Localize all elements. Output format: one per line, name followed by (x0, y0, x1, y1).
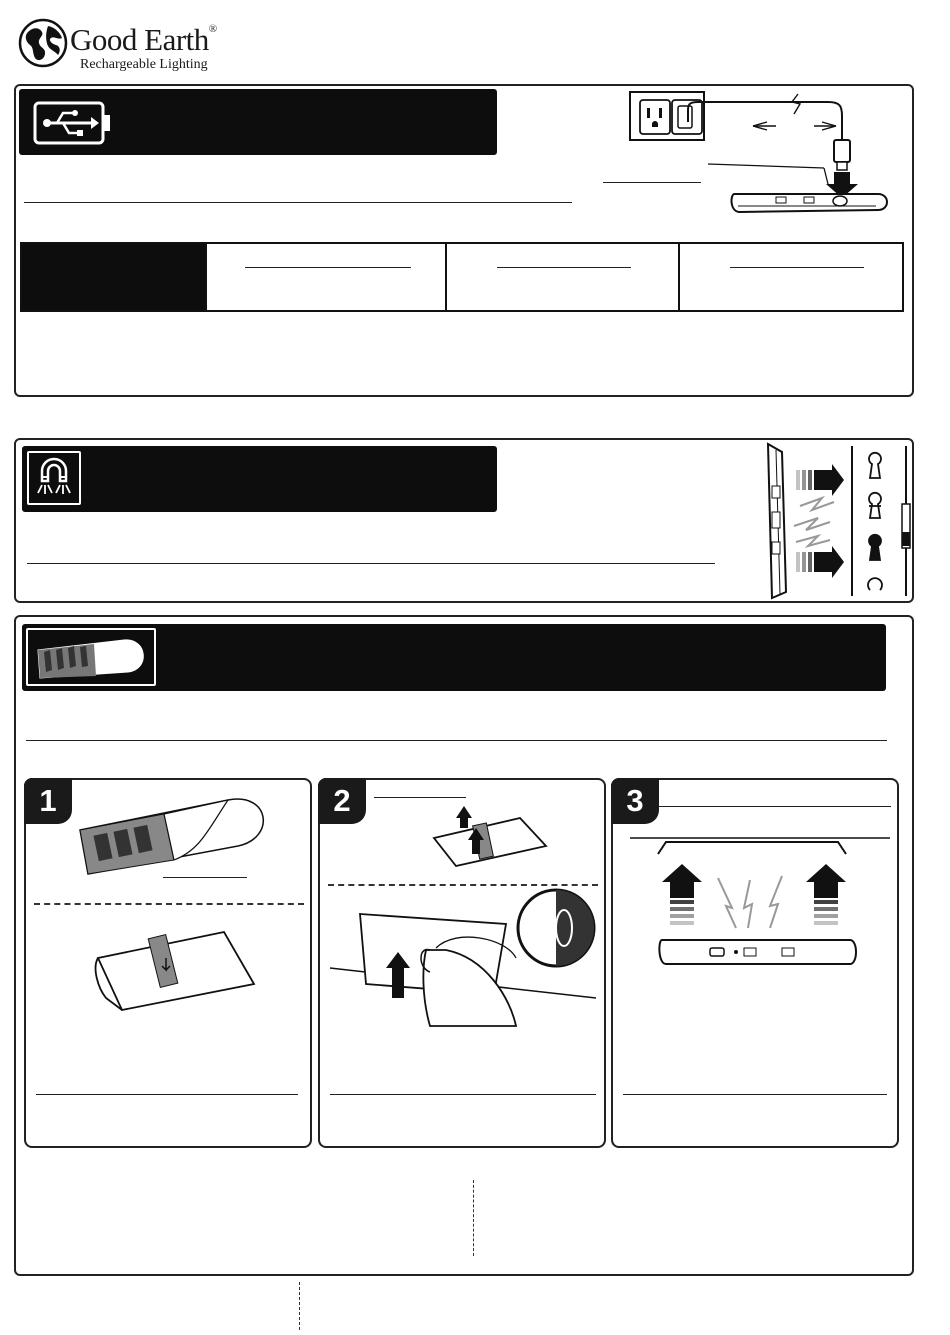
magnet-icon-frame (27, 451, 81, 505)
step-2-press-illustration (326, 888, 596, 1038)
step-2-label-rule (374, 797, 466, 798)
cell-2-rule (497, 267, 631, 268)
step-3-label-rule (659, 806, 891, 807)
cell-1-rule (245, 267, 411, 268)
adhesive-header-bar (22, 624, 886, 691)
step-3-number: 3 (611, 778, 659, 824)
charging-header-bar (19, 89, 497, 155)
footer-divider-outer (299, 1282, 300, 1330)
brand-tagline: Rechargeable Lighting (80, 57, 208, 72)
step-2-peel-illustration (432, 800, 562, 870)
keyhole-shapes (868, 453, 882, 590)
step-2-number: 2 (318, 778, 366, 824)
charging-illustration (628, 88, 898, 218)
magnet-arrow-bottom (796, 546, 844, 578)
usb-plug-icon (826, 140, 858, 198)
brand-name: Good Earth (70, 22, 209, 57)
step-1-divider (34, 903, 304, 905)
charging-table (20, 242, 904, 312)
usb-battery-icon (33, 101, 113, 145)
charging-text-rule-1 (24, 202, 572, 203)
mount-arrow-left (662, 864, 702, 925)
brand-logo (18, 16, 238, 74)
step-1-apply-illustration (94, 928, 264, 1018)
step-1-strip-illustration (78, 790, 278, 880)
charging-table-cell-3 (678, 244, 902, 310)
charging-table-cell-2 (445, 244, 678, 310)
globe-icon (18, 18, 68, 68)
wall-outlet-icon (630, 92, 704, 140)
mount-arrow-right (806, 864, 846, 925)
light-bar-device (732, 194, 887, 212)
magnet-arrow-top (796, 464, 844, 496)
charging-table-cell-1 (205, 244, 445, 310)
cell-3-rule (730, 267, 864, 268)
charging-table-label-cell (22, 244, 205, 310)
footer-divider-inner (473, 1180, 474, 1256)
magnetic-illustration (760, 442, 910, 600)
magnet-icon (34, 457, 74, 499)
registered-mark: ® (208, 23, 217, 35)
step-3-text-rule (623, 1094, 887, 1095)
adhesive-text-rule (26, 740, 887, 741)
step-3-mount-illustration (622, 832, 892, 972)
step-2-text-rule (330, 1094, 596, 1095)
adhesive-strip-icon (32, 636, 152, 680)
magnetic-text-rule (27, 563, 715, 564)
step-1-text-rule (36, 1094, 298, 1095)
magnetic-header-bar (22, 446, 497, 512)
step-1-number: 1 (24, 778, 72, 824)
adhesive-icon-frame (26, 628, 156, 686)
step-2-divider (328, 884, 598, 886)
